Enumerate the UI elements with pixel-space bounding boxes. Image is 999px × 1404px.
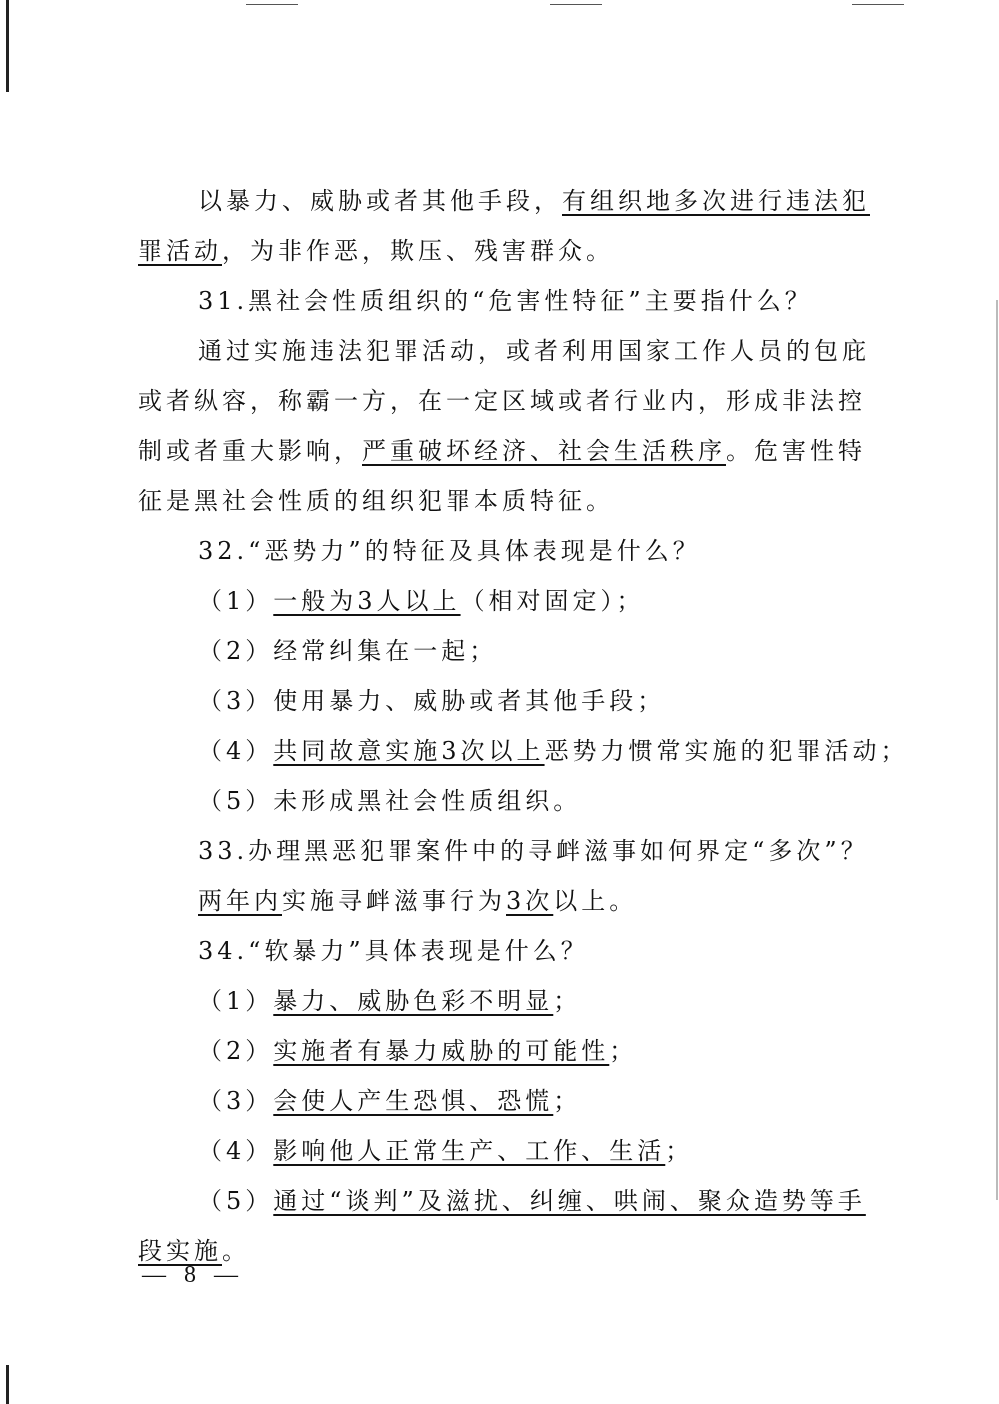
text-run: ，为非作恶，欺压、残害群众。 [222, 237, 614, 265]
text-run: 通过实施违法犯罪活动，或者利用国家工作人员的包庇 [198, 337, 870, 365]
list-item [138, 1176, 890, 1226]
underlined-text: 影响他人正常生产、工作、生活 [273, 1137, 666, 1165]
scan-edge-mark [6, 0, 9, 92]
list-item [138, 626, 890, 676]
question-34 [138, 926, 890, 976]
question-31 [138, 276, 890, 326]
scan-edge-mark [996, 300, 998, 1200]
text-run: 或者纵容，称霸一方，在一定区域或者行业内，形成非法控 [138, 387, 866, 415]
scan-top-mark [246, 4, 298, 5]
question-text: 32.“恶势力”的特征及具体表现是什么？ [198, 537, 701, 565]
list-item [138, 1076, 890, 1126]
item-number: （5） [198, 1187, 274, 1215]
text-run: 以暴力、威胁或者其他手段， [198, 187, 562, 215]
paragraph-line [138, 426, 890, 476]
underlined-text: 共同故意实施3次以上 [273, 737, 545, 765]
text-run: 制或者重大影响， [138, 437, 362, 465]
paragraph-line [138, 226, 890, 276]
underlined-text: 实施者有暴力威胁的可能性 [273, 1037, 610, 1065]
underlined-text: 罪活动 [138, 237, 222, 265]
text-run: （相对固定）； [460, 587, 645, 615]
text-run: ； [609, 1037, 638, 1065]
text-run: 。 [222, 1237, 250, 1265]
text-run: 以上。 [553, 887, 638, 915]
text-run: 。危害性特 [726, 437, 866, 465]
underlined-text: 一般为3人以上 [273, 587, 461, 615]
underlined-text: 严重破坏经济、社会生活秩序 [362, 437, 726, 465]
scan-top-mark [852, 4, 904, 5]
paragraph-line [138, 476, 890, 526]
item-number: （1） [198, 587, 274, 615]
text-run: 征是黑社会性质的组织犯罪本质特征。 [138, 487, 614, 515]
text-run: ； [665, 1137, 694, 1165]
list-item [138, 726, 909, 776]
underlined-text: 有组织地多次进行违法犯 [562, 187, 870, 215]
question-33 [138, 826, 890, 876]
underlined-text: 两年内 [198, 887, 282, 915]
question-32 [138, 526, 890, 576]
scan-top-mark [550, 4, 602, 5]
paragraph-line [138, 326, 890, 376]
text-run: 实施寻衅滋事行为 [282, 887, 506, 915]
underlined-text: 通过“谈判”及滋扰、纠缠、哄闹、聚众造势等手 [273, 1187, 866, 1215]
item-number: （2） [198, 1037, 274, 1065]
text-run: 恶势力惯常实施的犯罪活动； [544, 737, 909, 765]
underlined-text: 暴力、威胁色彩不明显 [273, 987, 554, 1015]
list-item [138, 976, 890, 1026]
list-item [138, 776, 890, 826]
scan-edge-mark [6, 1365, 9, 1404]
document-body [138, 176, 909, 1276]
paragraph-line [138, 876, 890, 926]
text-run: ； [553, 1087, 582, 1115]
question-text: 34.“软暴力”具体表现是什么？ [198, 937, 589, 965]
list-item [138, 676, 890, 726]
text-run: （5）未形成黑社会性质组织。 [198, 787, 582, 815]
underlined-text: 段实施 [138, 1237, 222, 1265]
list-item [138, 1126, 890, 1176]
paragraph-line [138, 1226, 890, 1276]
list-item [138, 1026, 890, 1076]
item-number: （3） [198, 1087, 274, 1115]
page-number: — 8 — [142, 1262, 244, 1288]
underlined-text: 会使人产生恐惧、恐慌 [273, 1087, 554, 1115]
paragraph-line [138, 376, 890, 426]
paragraph-line [138, 176, 890, 226]
item-number: （4） [198, 737, 274, 765]
text-run: ； [553, 987, 582, 1015]
text-run: （2）经常纠集在一起； [198, 637, 498, 665]
question-text: 33.办理黑恶犯罪案件中的寻衅滋事如何界定“多次”？ [198, 837, 869, 865]
underlined-text: 3次 [506, 887, 554, 915]
list-item [138, 576, 890, 626]
item-number: （4） [198, 1137, 274, 1165]
text-run: （3）使用暴力、威胁或者其他手段； [198, 687, 666, 715]
question-text: 31.黑社会性质组织的“危害性特征”主要指什么？ [198, 287, 813, 315]
item-number: （1） [198, 987, 274, 1015]
